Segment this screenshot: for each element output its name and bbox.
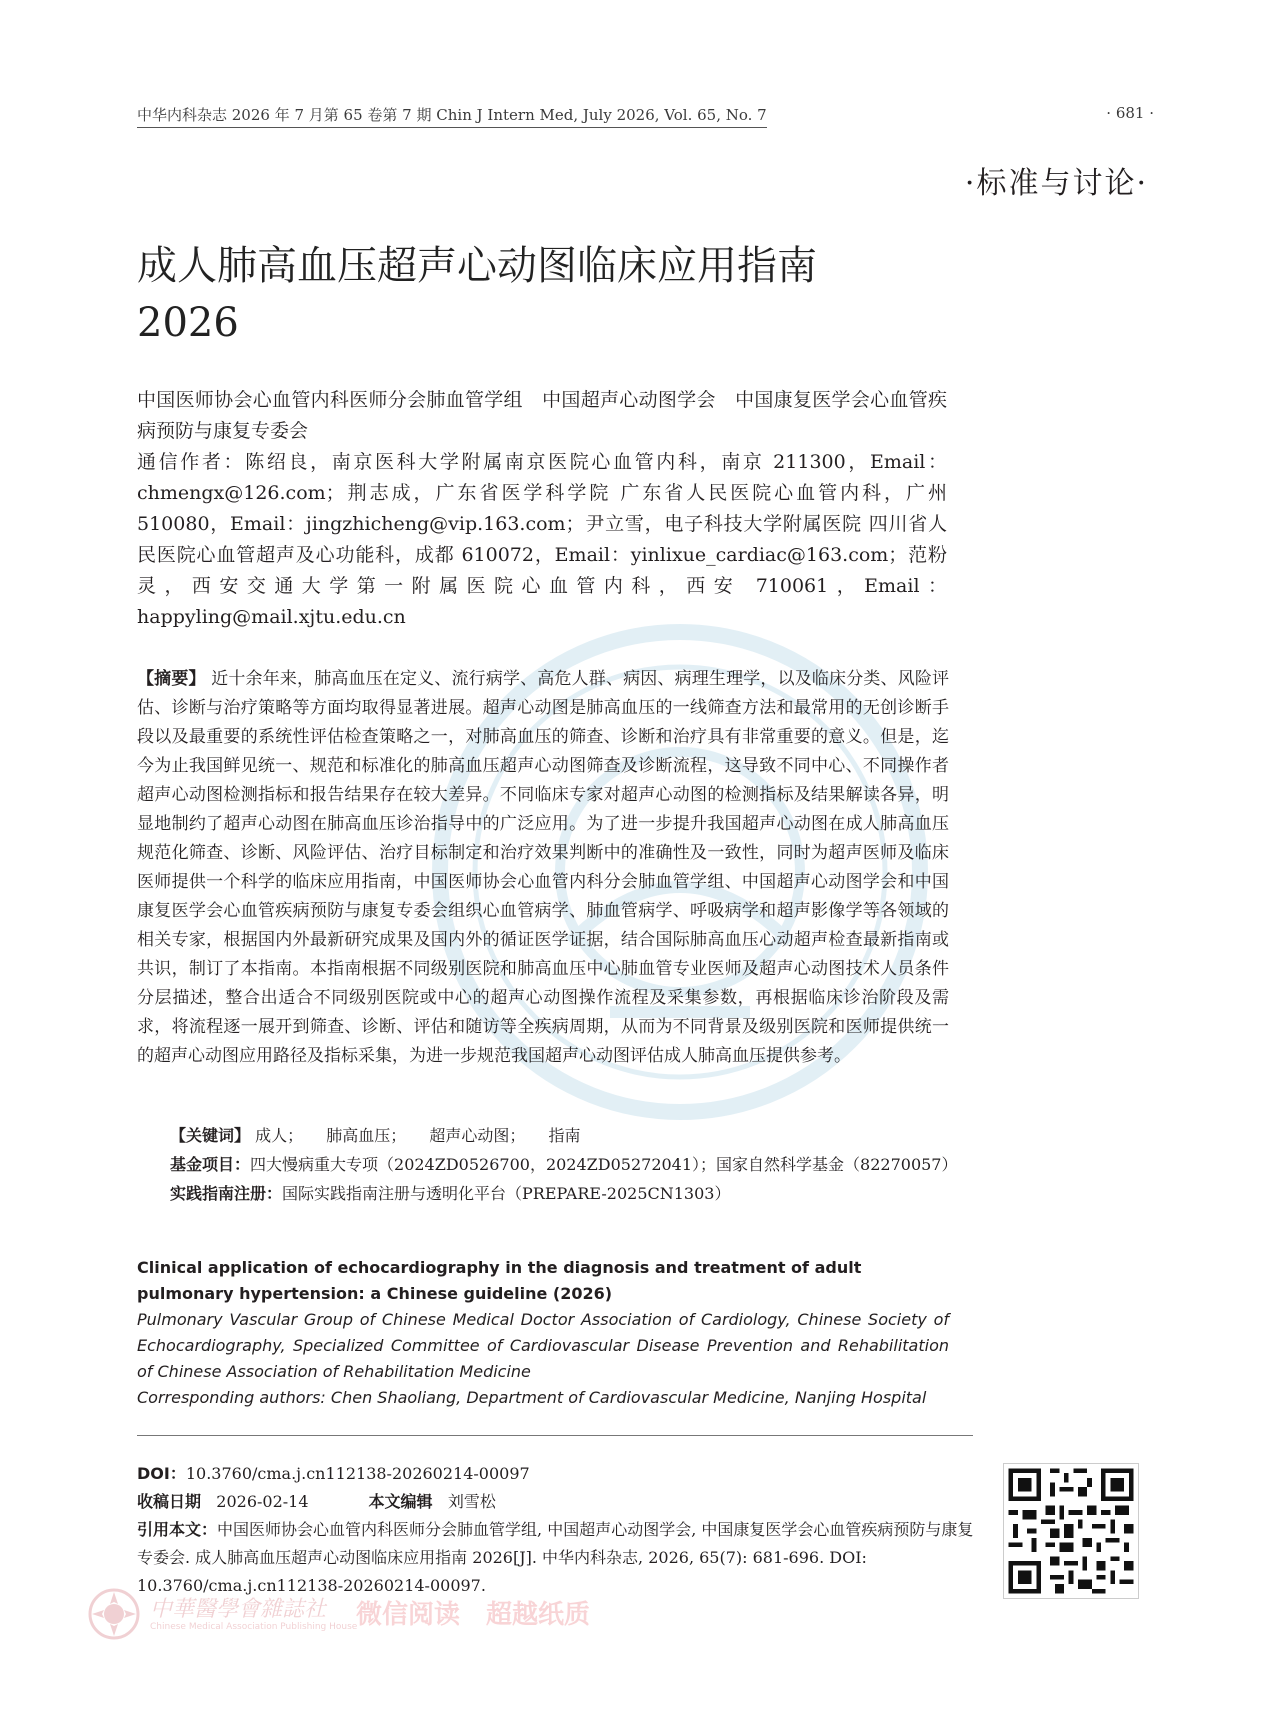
publisher-watermark	[88, 1586, 591, 1646]
funding-label: 基金项目：	[170, 1155, 251, 1174]
running-head: 中华内科杂志 2026 年 7 月第 65 卷第 7 期 Chin J Intern Med, July 2026, Vol. 65, No. 7	[137, 104, 767, 128]
cite-label: 引用本文：	[137, 1520, 218, 1539]
keywords-label: 【关键词】	[170, 1126, 251, 1145]
divider	[137, 1435, 973, 1436]
publisher-logo-icon	[88, 1588, 140, 1640]
abstract	[137, 665, 949, 1071]
registration-label: 实践指南注册：	[170, 1184, 283, 1203]
editor-label: 本文编辑	[368, 1492, 433, 1511]
title-line-2: 2026	[137, 300, 239, 346]
received-line	[137, 1488, 977, 1516]
keyword-item: 肺高血压；	[326, 1126, 407, 1145]
keyword-item: 指南	[548, 1126, 581, 1145]
doi-link[interactable]: 10.3760/cma.j.cn112138-20260214-00097	[185, 1464, 530, 1483]
abstract-label: 【摘要】	[137, 669, 206, 689]
editor-name: 刘雪松	[447, 1492, 496, 1511]
registration-text: 国际实践指南注册与透明化平台（PREPARE-2025CN1303）	[282, 1184, 731, 1203]
english-correspondence: Corresponding authors: Chen Shaoliang, Department of Cardiovascular Medicine, Nanjing Hospital	[137, 1388, 927, 1407]
funding	[170, 1151, 957, 1179]
author-block	[137, 385, 947, 633]
section-label: ·标准与讨论·	[964, 166, 1148, 201]
keyword-item: 成人；	[255, 1126, 304, 1145]
received-date: 2026-02-14	[216, 1492, 309, 1511]
footer-info	[137, 1460, 977, 1600]
keywords	[170, 1122, 580, 1150]
doi-label: DOI：	[137, 1464, 186, 1483]
registration	[170, 1180, 730, 1208]
publisher-slogan: 微信阅读 超越纸质	[356, 1600, 591, 1630]
title-line-1: 成人肺高血压超声心动图临床应用指南	[137, 243, 817, 289]
page-number: · 681 ·	[1106, 104, 1154, 122]
abstract-text: 近十余年来，肺高血压在定义、流行病学、高危人群、病因、病理生理学，以及临床分类、风险评估、诊断与治疗策略等方面均取得显著进展。超声心动图是肺高血压的一线筛查方法和最常用的无创诊断手段以及最重要的系统性评估检查策略之一，对肺高血压的筛查、诊断和治疗具有非常重要的意义。但是，迄今为止我国鲜见统一、规范和标准化的肺高血压超声心动图筛查及诊断流程，这导致不同中心、不同操作者超声心动图检测指标和报告结果存在较大差异。不同临床专家对超声心动图的检测指标及结果解读各异，明显地制约了超声心动图在肺高血压诊治指导中的广泛应用。为了进一步提升我国超声心动图在成人肺高血压规范化筛查、诊断、风险评估、治疗目标制定和治疗效果判断中的准确性及一致性，同时为超声医师及临床医师提供一个科学的临床应用指南，中国医师协会心血管内科分会肺血管学组、中国超声心动图学会和中国康复医学会心血管疾病预防与康复专委会组织心血管病学、肺血管病学、呼吸病学和超声影像学等各领域的相关专家，根据国内外最新研究成果及国内外的循证医学证据，结合国际肺高血压心动超声检查最新指南或共识，制订了本指南。本指南根据不同级别医院和肺高血压中心肺血管专业医师及超声心动图技术人员条件分层描述，整合出适合不同级别医院或中心的超声心动图操作流程及采集参数，再根据临床诊治阶段及需求，将流程逐一展开到筛查、诊断、评估和随访等全疾病周期，从而为不同背景及级别医院和医师提供统一的超声心动图应用路径及指标采集，为进一步规范我国超声心动图评估成人肺高血压提供参考。	[137, 669, 950, 1066]
author-groups: 中国医师协会心血管内科医师分会肺血管学组 中国超声心动图学会 中国康复医学会心血管疾病预防与康复专委会	[137, 389, 947, 442]
received-label: 收稿日期	[137, 1492, 202, 1511]
qr-code-icon[interactable]	[1003, 1463, 1139, 1599]
publisher-name-en: Chinese Medical Association Publishing House	[150, 1622, 358, 1632]
funding-text: 四大慢病重大专项（2024ZD0526700，2024ZD05272041）；国家自然科学基金（82270057）	[250, 1155, 958, 1174]
english-authors: Pulmonary Vascular Group of Chinese Medical Doctor Association of Cardiology, Chinese Society of Echocardiography, Specialized Committee of Cardiovascular Disease Prevention and Rehabilitation of Chinese Association of Rehabilitation Medicine	[137, 1310, 949, 1381]
english-title: Clinical application of echocardiography in the diagnosis and treatment of adult pulmonary hypertension: a Chinese guideline (2026)	[137, 1258, 862, 1303]
correspondence: 通信作者：陈绍良，南京医科大学附属南京医院心血管内科，南京 211300，Email：chmengx@126.com；荆志成，广东省医学科学院 广东省人民医院心血管内科，广州 510080，Email：jingzhicheng@vip.163.com；尹立雪，电子科技大学附属医院 四川省人民医院心血管超声及心功能科，成都 610072，Email：yinlixue_cardiac@163.com；范粉灵，西安交通大学第一附属医院心血管内科，西安 710061，Email：happyling@mail.xjtu.edu.cn	[137, 451, 947, 628]
cite-text: 中国医师协会心血管内科医师分会肺血管学组, 中国超声心动图学会, 中国康复医学会心血管疾病预防与康复专委会. 成人肺高血压超声心动图临床应用指南 2026[J]. 中华内科杂志, 2026, 65(7): 681-696. DOI: 10.3760/cma.j.cn112138-20260214-00097.	[137, 1520, 974, 1595]
doi-line	[137, 1460, 977, 1488]
publisher-name-cn: 中華醫學會雜誌社	[150, 1597, 327, 1622]
article-title	[137, 238, 957, 352]
keyword-item: 超声心动图；	[429, 1126, 526, 1145]
english-abstract-header	[137, 1255, 949, 1411]
